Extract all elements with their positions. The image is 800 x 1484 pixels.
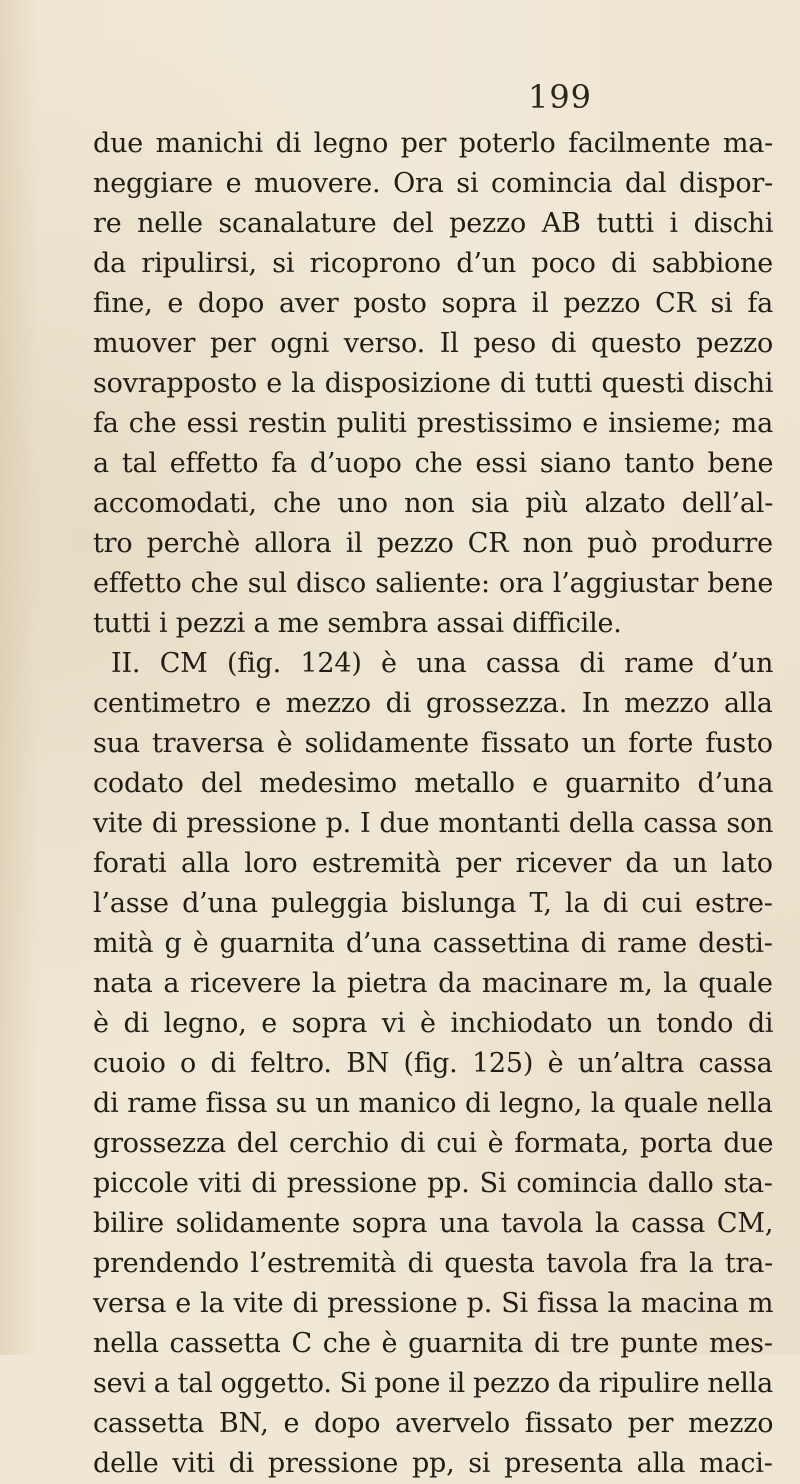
text-line: bilire solidamente sopra una tavola la cassa CM, [93,1208,774,1239]
text-line: versa e la vite di pressione p. Si fissa la macina m [93,1288,774,1319]
text-line: due manichi di legno per poterlo facilmente ma- [93,128,774,159]
body-text [93,124,793,1484]
text-line: è di legno, e sopra vi è inchiodato un tondo di [93,1008,774,1039]
text-line: accomodati, che uno non sia più alzato dell’al- [93,488,774,519]
text-line: delle viti di pressione pp, si presenta alla maci- [93,1448,773,1479]
text-line: mità g è guarnita d’una cassettina di rame desti- [93,928,773,959]
page-number: 199 [527,78,593,116]
text-line: grossezza del cerchio di cui è formata, porta due [93,1128,774,1159]
text-line: nella cassetta C che è guarnita di tre punte mes- [93,1328,773,1359]
text-line: fa che essi restin puliti prestissimo e insieme; ma [93,408,773,439]
text-line: prendendo l’estremità di questa tavola fra la tra- [93,1248,774,1279]
text-line: sevi a tal oggetto. Si pone il pezzo da ripulire nella [93,1368,774,1399]
text-line: centimetro e mezzo di grossezza. In mezzo alla [93,688,773,719]
text-line: codato del medesimo metallo e guarnito d’una [93,768,774,799]
text-line: neggiare e muovere. Ora si comincia dal dispor- [93,168,774,199]
text-line: da ripulirsi, si ricoprono d’un poco di sabbione [93,248,774,279]
text-line: tro perchè allora il pezzo CR non può produrre [93,528,773,559]
text-line: re nelle scanalature del pezzo AB tutti i dischi [93,208,774,239]
text-line: forati alla loro estremità per ricever da un lato [93,848,773,879]
text-line: sovrapposto e la disposizione di tutti questi dischi [93,368,774,399]
text-line: muover per ogni verso. Il peso di questo pezzo [93,328,774,359]
text-line: cuoio o di feltro. BN (fig. 125) è un’altra cassa [93,1048,773,1079]
text-line: fine, e dopo aver posto sopra il pezzo CR si fa [93,288,774,319]
text-line: a tal effetto fa d’uopo che essi siano tanto bene [93,448,774,479]
text-line: nata a ricevere la pietra da macinare m, la quale [93,968,773,999]
text-line: sua traversa è solidamente fissato un forte fusto [93,728,773,759]
text-line: l’asse d’una puleggia bislunga T, la di cui estre- [93,888,773,919]
paragraph-start-line: II. CM (fig. 124) è una cassa di rame d’un [111,648,774,679]
text-line: di rame fissa su un manico di legno, la quale nella [93,1088,773,1119]
text-line: vite di pressione p. I due montanti della cassa son [93,808,774,839]
text-line: tutti i pezzi a me sembra assai difficile. [93,608,622,639]
text-line: piccole viti di pressione pp. Si comincia dallo sta- [93,1168,773,1199]
text-line: effetto che sul disco saliente: ora l’aggiustar bene [93,568,774,599]
text-line: cassetta BN, e dopo avervelo fissato per mezzo [93,1408,774,1439]
